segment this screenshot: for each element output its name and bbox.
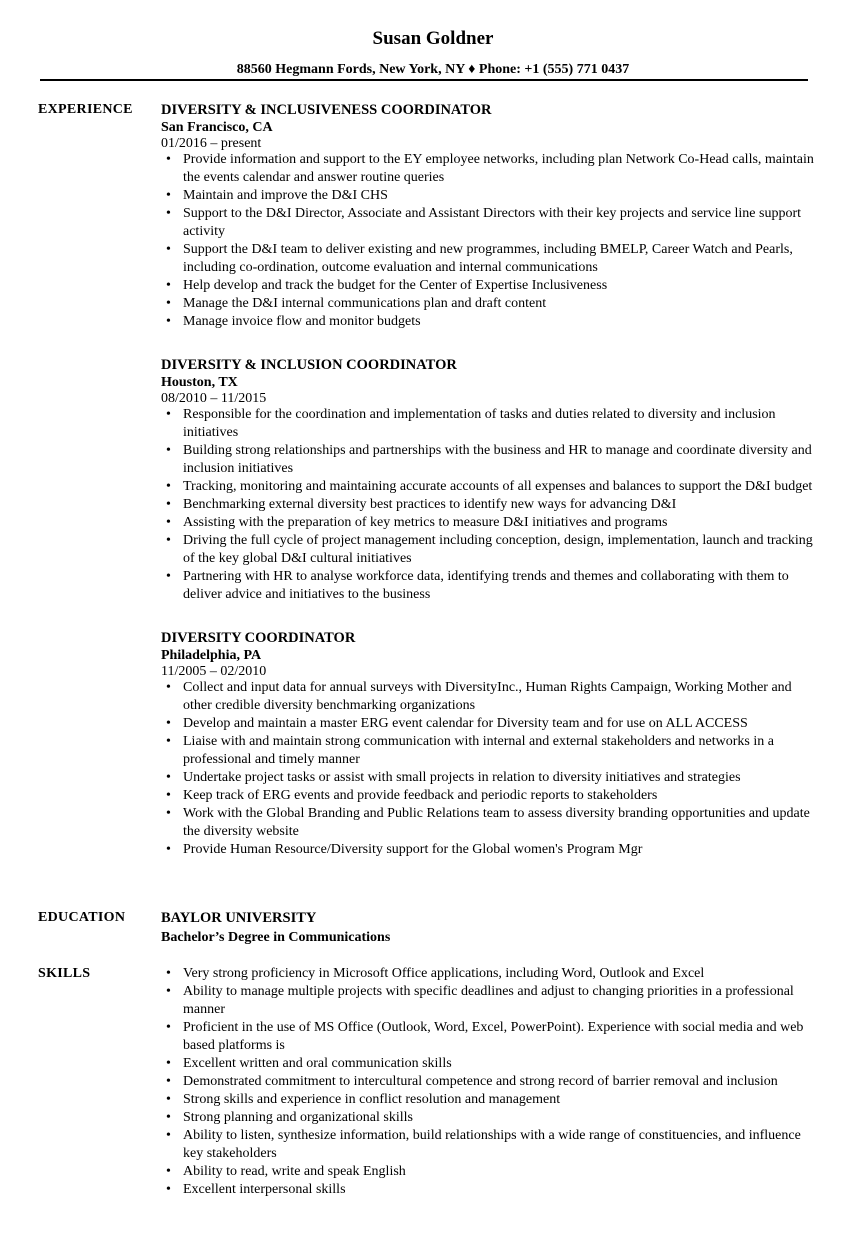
list-item: • Provide information and support to the EY employee networks, including plan Network Co-Head calls, maintain the events calendar and answer routine queries xyxy=(161,151,821,187)
list-item: • Ability to manage multiple projects with specific deadlines and adjust to changing priorities in a professional manner xyxy=(161,983,821,1019)
education-heading: EDUCATION xyxy=(38,910,126,925)
list-item: • Support the D&I team to deliver existing and new programmes, including BMELP, Career Watch and Pearls, including co-ordination, outcome evaluation and internal communications xyxy=(161,241,821,277)
list-item: • Support to the D&I Director, Associate and Assistant Directors with their key projects and service line support activity xyxy=(161,205,821,241)
list-item: • Benchmarking external diversity best practices to identify new ways for advancing D&I xyxy=(161,496,821,514)
school-name: BAYLOR UNIVERSITY xyxy=(161,910,317,926)
skills-heading: SKILLS xyxy=(38,966,91,981)
job-duties-list xyxy=(161,679,821,859)
list-item: • Strong planning and organizational skills xyxy=(161,1109,821,1127)
list-item: • Maintain and improve the D&I CHS xyxy=(161,187,821,205)
list-item: • Manage the D&I internal communications plan and draft content xyxy=(161,295,821,313)
list-item: • Excellent interpersonal skills xyxy=(161,1181,821,1199)
job-entry xyxy=(161,101,821,331)
list-item: • Tracking, monitoring and maintaining accurate accounts of all expenses and balances to support the D&I budget xyxy=(161,478,821,496)
list-item: • Develop and maintain a master ERG event calendar for Diversity team and for use on ALL ACCESS xyxy=(161,715,821,733)
job-title: DIVERSITY COORDINATOR xyxy=(161,630,356,646)
list-item: • Help develop and track the budget for the Center of Expertise Inclusiveness xyxy=(161,277,821,295)
job-title: DIVERSITY & INCLUSIVENESS COORDINATOR xyxy=(161,102,492,118)
list-item: • Liaise with and maintain strong communication with internal and external stakeholders and networks in a professional and timely manner xyxy=(161,733,821,769)
degree: Bachelor’s Degree in Communications xyxy=(161,930,391,945)
job-title: DIVERSITY & INCLUSION COORDINATOR xyxy=(161,357,457,373)
list-item: • Demonstrated commitment to intercultural competence and strong record of barrier removal and inclusion xyxy=(161,1073,821,1091)
list-item: • Provide Human Resource/Diversity support for the Global women's Program Mgr xyxy=(161,841,821,859)
job-dates: 08/2010 – 11/2015 xyxy=(161,391,267,406)
contact-line: 88560 Hegmann Fords, New York, NY ♦ Phone: +1 (555) 771 0437 xyxy=(236,62,630,77)
list-item: • Collect and input data for annual surveys with DiversityInc., Human Rights Campaign, Working Mother and other credible diversity benchmarking organizations xyxy=(161,679,821,715)
list-item: • Very strong proficiency in Microsoft Office applications, including Word, Outlook and Excel xyxy=(161,965,821,983)
job-entry xyxy=(161,356,821,604)
skills-list xyxy=(161,965,821,1199)
job-duties-list xyxy=(161,406,821,604)
list-item: • Strong skills and experience in conflict resolution and management xyxy=(161,1091,821,1109)
job-duties-list xyxy=(161,151,821,331)
skills-body xyxy=(161,965,821,1199)
education-body xyxy=(161,909,821,947)
list-item: • Excellent written and oral communication skills xyxy=(161,1055,821,1073)
list-item: • Proficient in the use of MS Office (Outlook, Word, Excel, PowerPoint). Experience with social media and web based platforms is xyxy=(161,1019,821,1055)
list-item: • Manage invoice flow and monitor budgets xyxy=(161,313,821,331)
job-dates: 01/2016 – present xyxy=(161,136,262,151)
job-location: Houston, TX xyxy=(161,375,238,390)
list-item: • Building strong relationships and partnerships with the business and HR to manage and coordinate diversity and inclusion initiatives xyxy=(161,442,821,478)
list-item: • Ability to listen, synthesize information, build relationships with a wide range of constituencies, and influence key stakeholders xyxy=(161,1127,821,1163)
list-item: • Partnering with HR to analyse workforce data, identifying trends and themes and collaborating with them to deliver advice and initiatives to the business xyxy=(161,568,821,604)
experience-body xyxy=(161,101,821,859)
experience-heading: EXPERIENCE xyxy=(38,102,133,117)
header-divider xyxy=(40,79,808,81)
list-item: • Driving the full cycle of project management including conception, design, implementation, launch and tracking of the key global D&I cultural initiatives xyxy=(161,532,821,568)
job-dates: 11/2005 – 02/2010 xyxy=(161,664,267,679)
job-entry xyxy=(161,629,821,859)
list-item: • Responsible for the coordination and implementation of tasks and duties related to diversity and inclusion initiatives xyxy=(161,406,821,442)
list-item: • Work with the Global Branding and Public Relations team to assess diversity branding opportunities and update the diversity website xyxy=(161,805,821,841)
candidate-name: Susan Goldner xyxy=(372,28,494,49)
job-location: Philadelphia, PA xyxy=(161,648,262,663)
list-item: • Undertake project tasks or assist with small projects in relation to diversity initiatives and strategies xyxy=(161,769,821,787)
list-item: • Ability to read, write and speak English xyxy=(161,1163,821,1181)
job-location: San Francisco, CA xyxy=(161,120,273,135)
list-item: • Keep track of ERG events and provide feedback and periodic reports to stakeholders xyxy=(161,787,821,805)
list-item: • Assisting with the preparation of key metrics to measure D&I initiatives and programs xyxy=(161,514,821,532)
